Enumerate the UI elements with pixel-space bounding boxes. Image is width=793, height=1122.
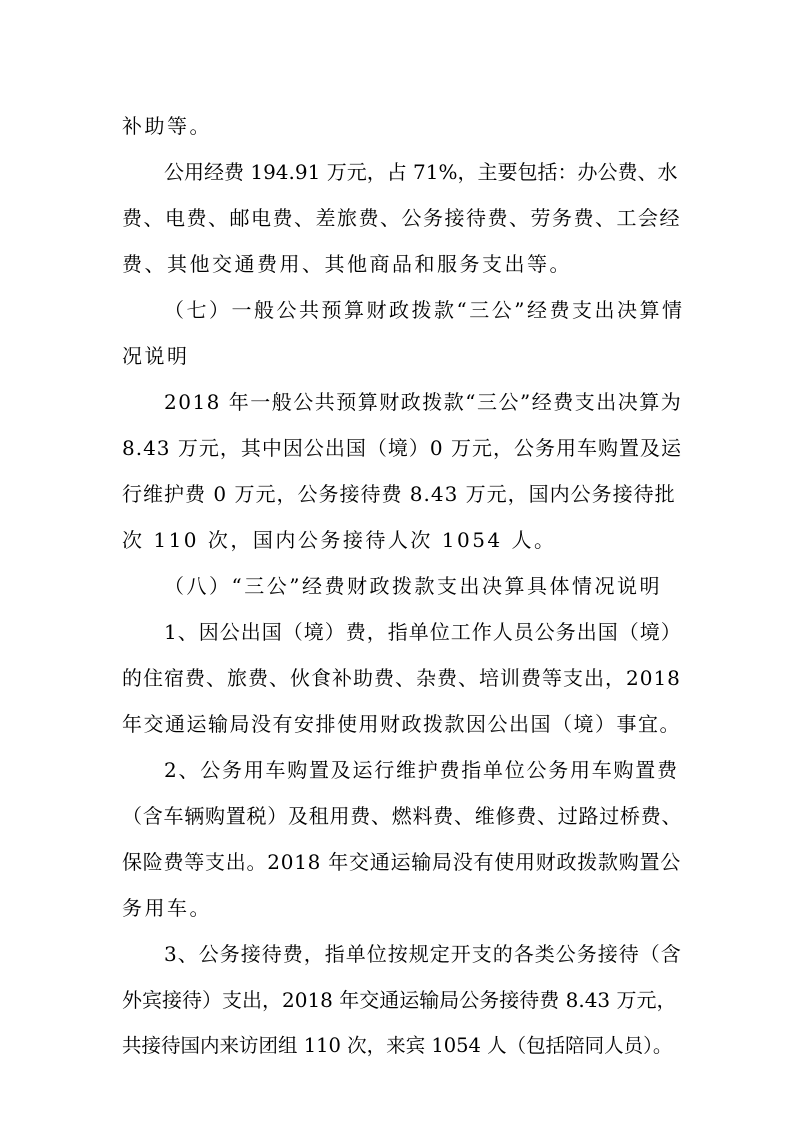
paragraph-line: 的住宿费、旅费、伙食补助费、杂费、培训费等支出，2018	[122, 666, 681, 690]
paragraph-line: 补助等。	[122, 114, 212, 138]
paragraph-line: 公用经费 194.91 万元，占 71%，主要包括：办公费、水	[164, 160, 678, 184]
paragraph-line: 费、电费、邮电费、差旅费、公务接待费、劳务费、工会经	[122, 206, 681, 230]
paragraph-line: 8.43 万元，其中因公出国（境）0 万元，公务用车购置及运	[122, 436, 682, 460]
paragraph-line: 共接待国内来访团组 110 次，来宾 1054 人（包括陪同人员）。	[122, 1034, 673, 1057]
section-heading: （八）“三公”经费财政拨款支出决算具体情况说明	[164, 574, 662, 598]
paragraph-line: 次 110 次，国内公务接待人次 1054 人。	[122, 528, 557, 552]
paragraph-line: 外宾接待）支出，2018 年交通运输局公务接待费 8.43 万元，	[122, 988, 677, 1012]
section-heading: （七）一般公共预算财政拨款“三公”经费支出决算情	[164, 298, 685, 322]
paragraph-line: 保险费等支出。2018 年交通运输局没有使用财政拨款购置公	[122, 850, 682, 874]
paragraph-line: 3、公务接待费，指单位按规定开支的各类公务接待（含	[164, 942, 682, 966]
paragraph-line: 行维护费 0 万元，公务接待费 8.43 万元，国内公务接待批	[122, 482, 676, 506]
paragraph-line: 费、其他交通费用、其他商品和服务支出等。	[122, 252, 572, 276]
paragraph-line: 年交通运输局没有安排使用财政拨款因公出国（境）事宜。	[122, 712, 681, 736]
paragraph-line: （含车辆购置税）及租用费、燃料费、维修费、过路过桥费、	[122, 804, 683, 828]
paragraph-line: 1、因公出国（境）费，指单位工作人员公务出国（境）	[164, 620, 682, 644]
paragraph-line: 2、公务用车购置及运行维护费指单位公务用车购置费	[164, 758, 679, 782]
paragraph-line: 务用车。	[122, 896, 212, 920]
paragraph-line: 2018 年一般公共预算财政拨款“三公”经费支出决算为	[164, 390, 683, 414]
section-heading: 况说明	[122, 344, 190, 368]
